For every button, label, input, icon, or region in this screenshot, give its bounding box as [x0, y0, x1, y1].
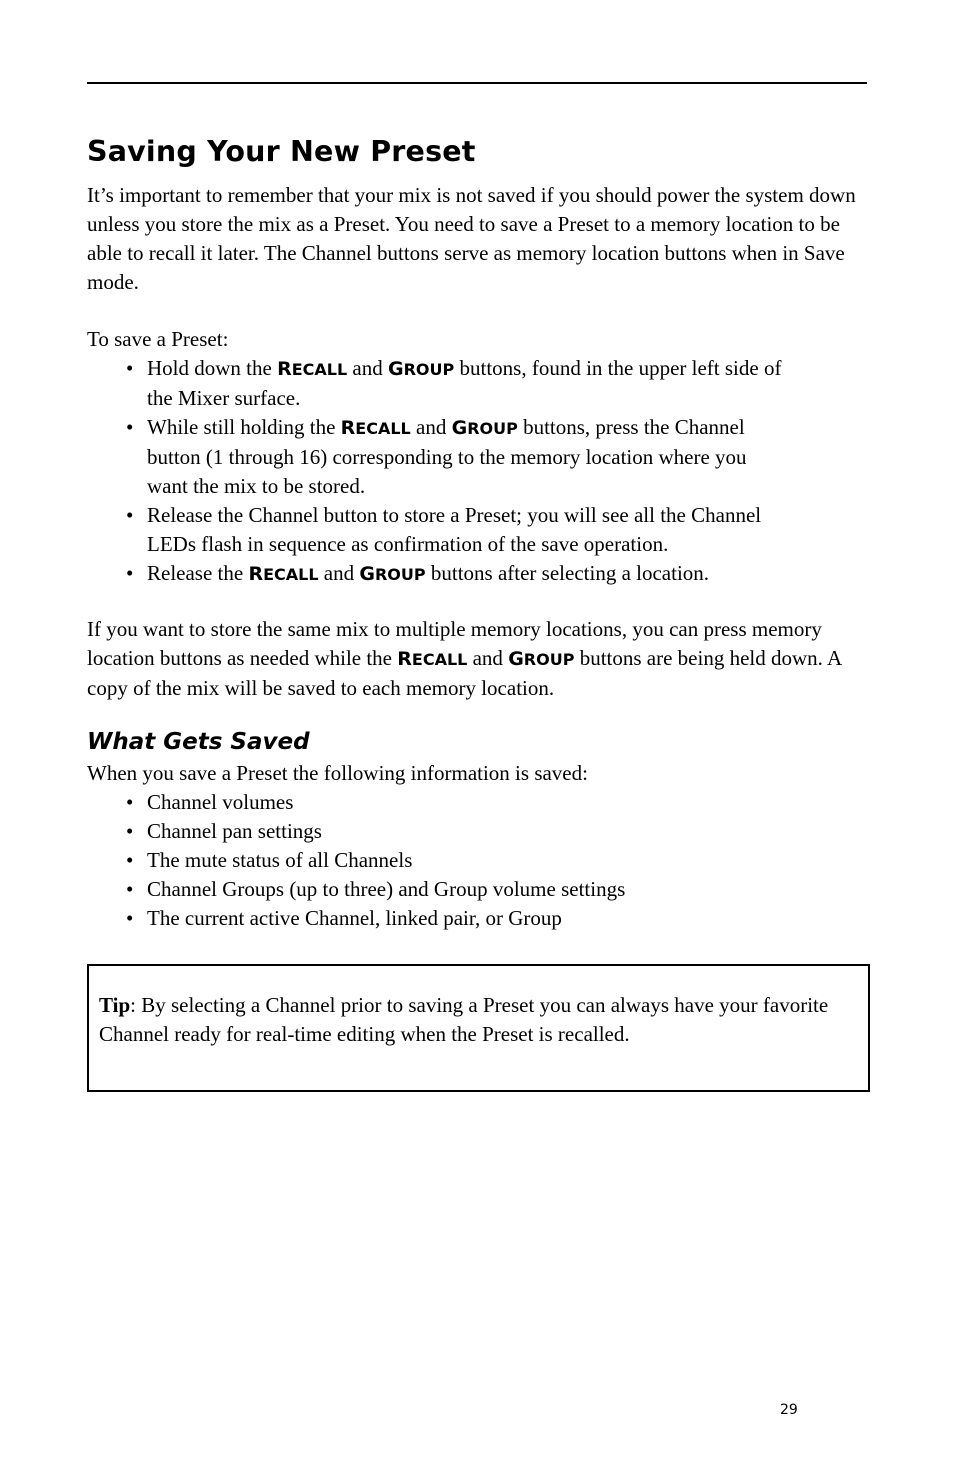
bullet: • [126, 819, 134, 843]
group-keyword: GROUP [508, 648, 575, 670]
page-number: 29 [780, 1402, 798, 1418]
bullet: • [126, 848, 134, 872]
multi-location-paragraph: If you want to store the same mix to multiple memory locations, you can press memory location buttons as needed while the RECALL and GROUP buttons are being held down. A copy of the mix will be saved to each memory location. [87, 617, 841, 700]
list-item: • Channel volumes [0, 788, 790, 817]
section-subheading: What Gets Saved [87, 729, 310, 755]
bullet: • [126, 415, 134, 439]
list-item: • Channel Groups (up to three) and Group volume settings [0, 875, 790, 904]
group-keyword: GROUP [388, 358, 455, 380]
list-item: • The current active Channel, linked pair, or Group [0, 904, 790, 933]
list-item: • Release the RECALL and GROUP buttons after selecting a location. [0, 559, 790, 589]
bullet: • [126, 561, 134, 585]
bullet: • [126, 503, 134, 527]
tip-label: Tip [99, 993, 131, 1017]
group-keyword: GROUP [359, 563, 426, 585]
list-item: • Channel pan settings [0, 817, 790, 846]
tip-box [87, 964, 870, 1092]
recall-keyword: RECALL [397, 648, 468, 670]
list-item: • Hold down the RECALL and GROUP buttons, found in the upper left side of the Mixer surface. [126, 356, 782, 410]
recall-keyword: RECALL [340, 417, 411, 439]
bullet: • [126, 906, 134, 930]
list-item: • While still holding the RECALL and GROUP buttons, press the Channel button (1 through 16) corresponding to the memory location where you want the mix to be stored. [126, 415, 747, 498]
page-title: Saving Your New Preset [87, 135, 476, 168]
header-rule [87, 82, 867, 84]
list-item: • Release the Channel button to store a Preset; you will see all the Channel LEDs flash in sequence as confirmation of the save operation. [126, 503, 762, 556]
list-item: • The mute status of all Channels [0, 846, 790, 875]
saved-intro: When you save a Preset the following information is saved: [87, 761, 588, 785]
group-keyword: GROUP [451, 417, 518, 439]
to-save-label: To save a Preset: [87, 327, 229, 351]
bullet: • [126, 790, 134, 814]
bullet: • [126, 877, 134, 901]
intro-paragraph: It’s important to remember that your mix is not saved if you should power the system down unless you store the mix as a Preset. You need to save a Preset to a memory location to be able to recall it later. The Channel buttons serve as memory location buttons when in Save mode. [87, 183, 856, 294]
recall-keyword: RECALL [248, 563, 319, 585]
bullet: • [126, 356, 134, 380]
recall-keyword: RECALL [277, 358, 348, 380]
tip-text: Tip: By selecting a Channel prior to saving a Preset you can always have your favorite Channel ready for real-time editing when the Preset is recalled. [99, 993, 829, 1046]
